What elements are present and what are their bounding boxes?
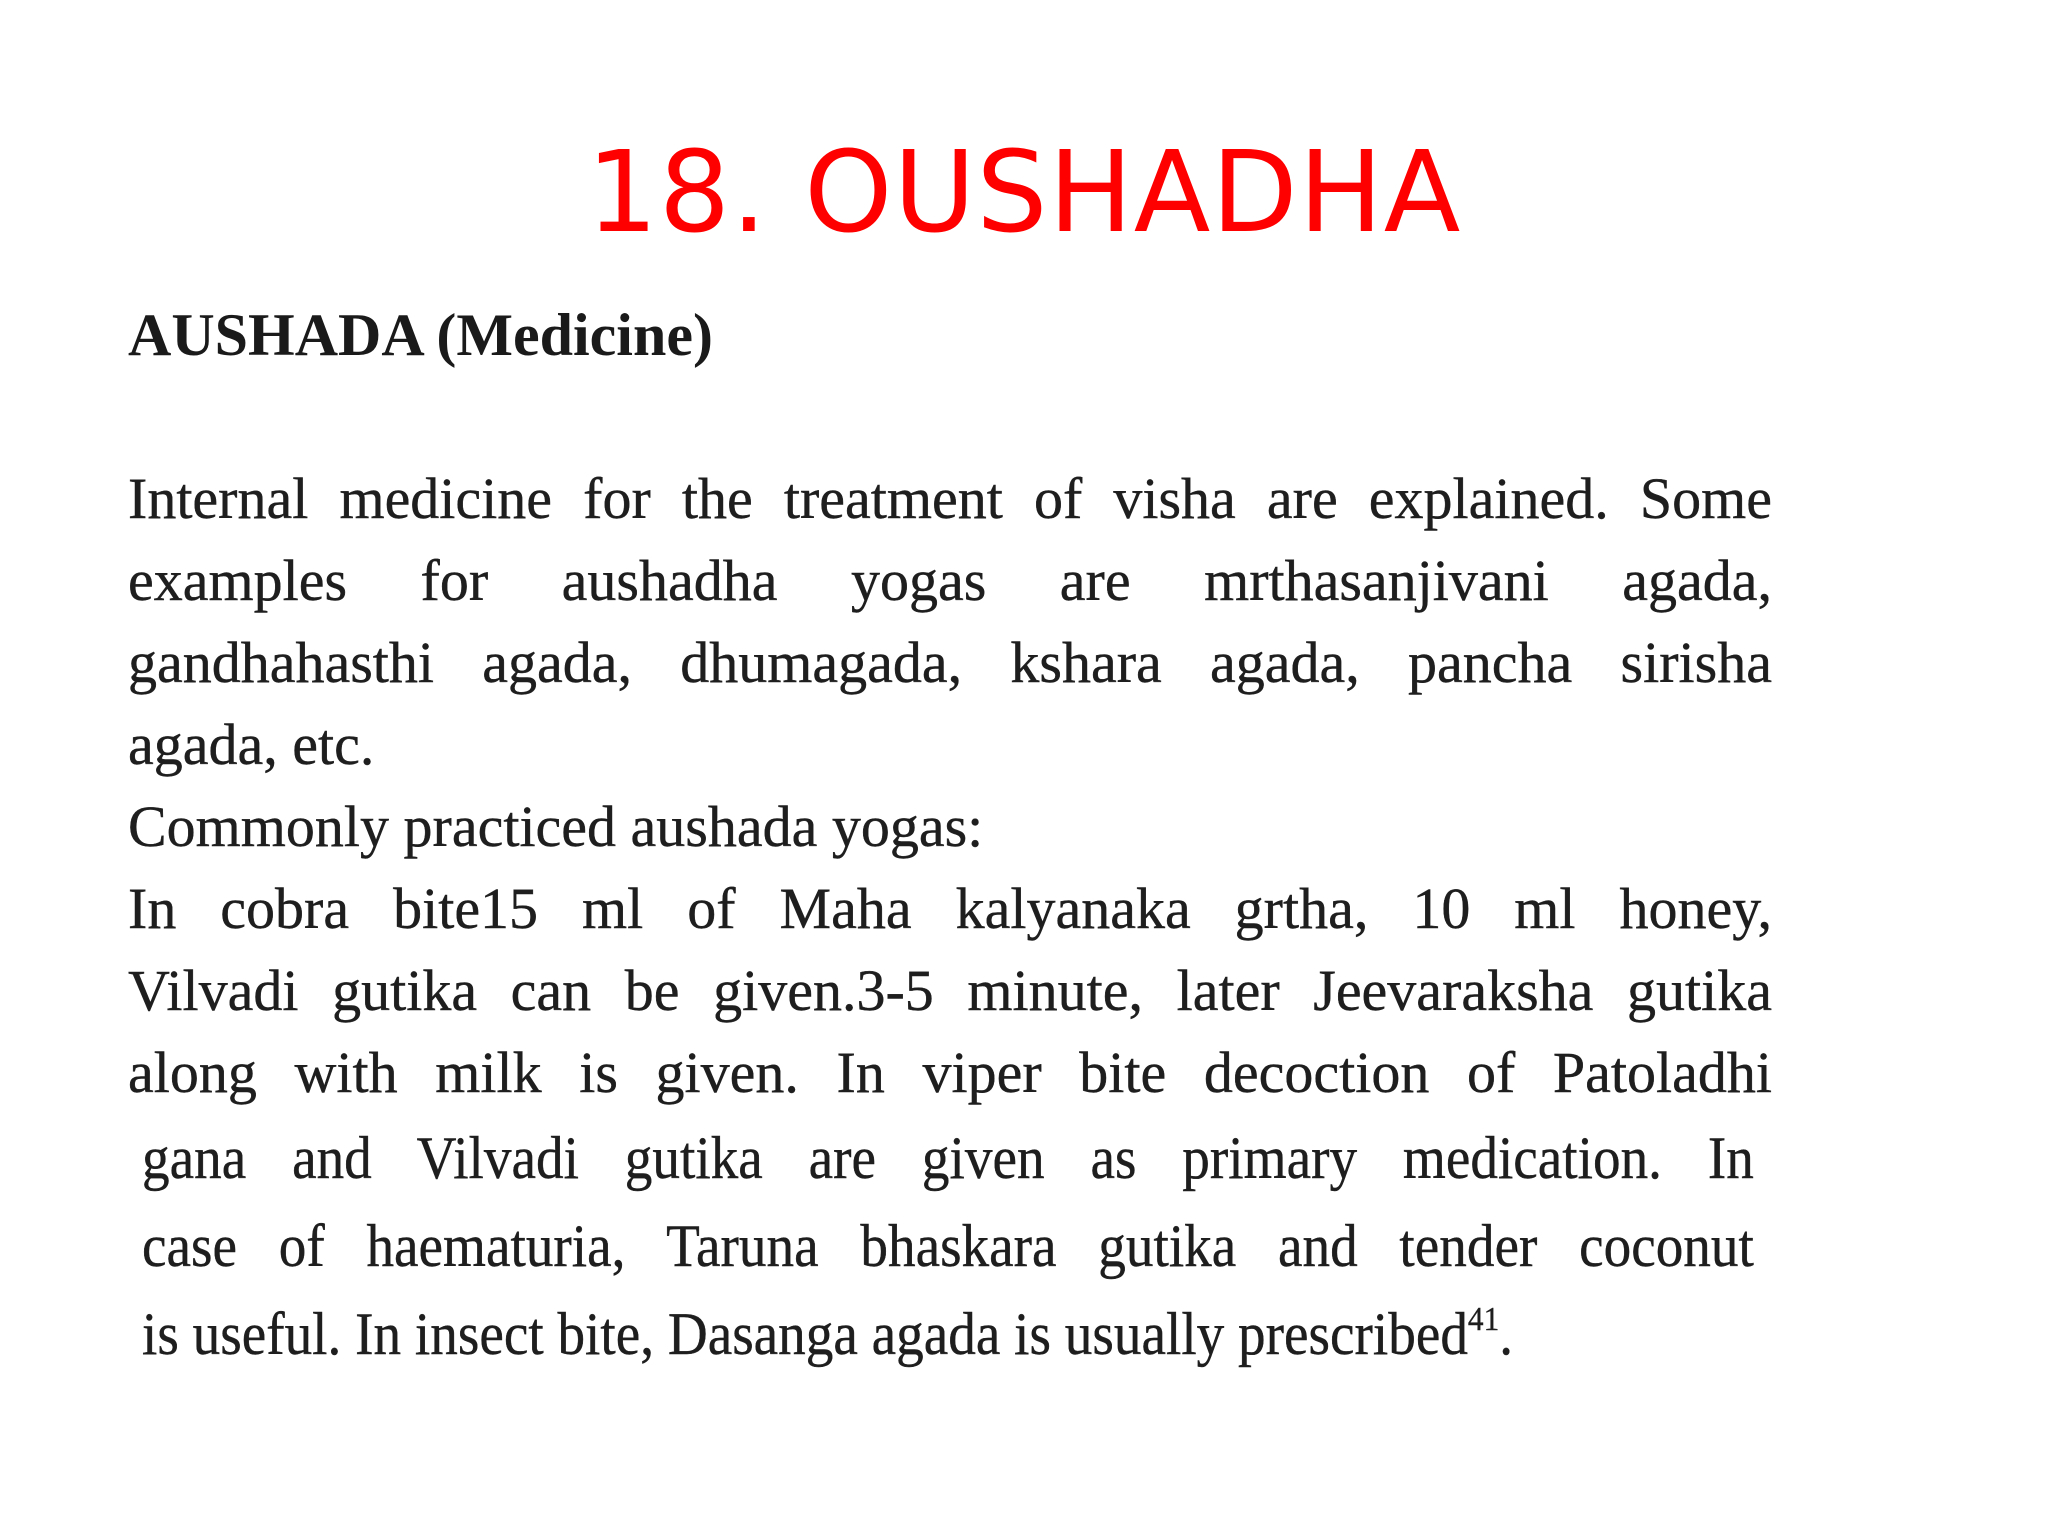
text-line: gana and Vilvadi gutika are given as primary medication. In	[142, 1125, 1754, 1191]
reference-superscript: 41	[1467, 1301, 1500, 1338]
text-line: agada, etc.	[128, 712, 375, 777]
paragraph-intro	[128, 458, 1772, 786]
section-heading: AUSHADA (Medicine)	[128, 302, 713, 368]
subheading	[128, 786, 1772, 868]
text-line: Internal medicine for the treatment of visha are explained. Some	[128, 466, 1772, 531]
text-line: case of haematuria, Taruna bhaskara gutika and tender coconut	[142, 1213, 1754, 1279]
text-line: along with milk is given. In viper bite decoction of Patoladhi	[128, 1040, 1772, 1105]
text-line-final	[142, 1290, 1625, 1378]
text-line: Commonly practiced aushada yogas:	[128, 794, 984, 859]
text-line: Vilvadi gutika can be given.3-5 minute, later Jeevaraksha gutika	[128, 958, 1772, 1023]
paragraph-yogas	[128, 868, 1772, 1114]
text-line: gandhahasthi agada, dhumagada, kshara agada, pancha sirisha	[128, 630, 1772, 695]
paragraph-continuation	[142, 1114, 1754, 1378]
text-line: examples for aushadha yogas are mrthasanjivani agada,	[128, 548, 1772, 613]
text-line-content: is useful. In insect bite, Dasanga agada is usually prescribed	[142, 1301, 1468, 1367]
slide-title: 18. OUSHADHA	[586, 128, 1462, 258]
end-punctuation: .	[1499, 1301, 1514, 1367]
text-line: In cobra bite15 ml of Maha kalyanaka grtha, 10 ml honey,	[128, 876, 1772, 941]
